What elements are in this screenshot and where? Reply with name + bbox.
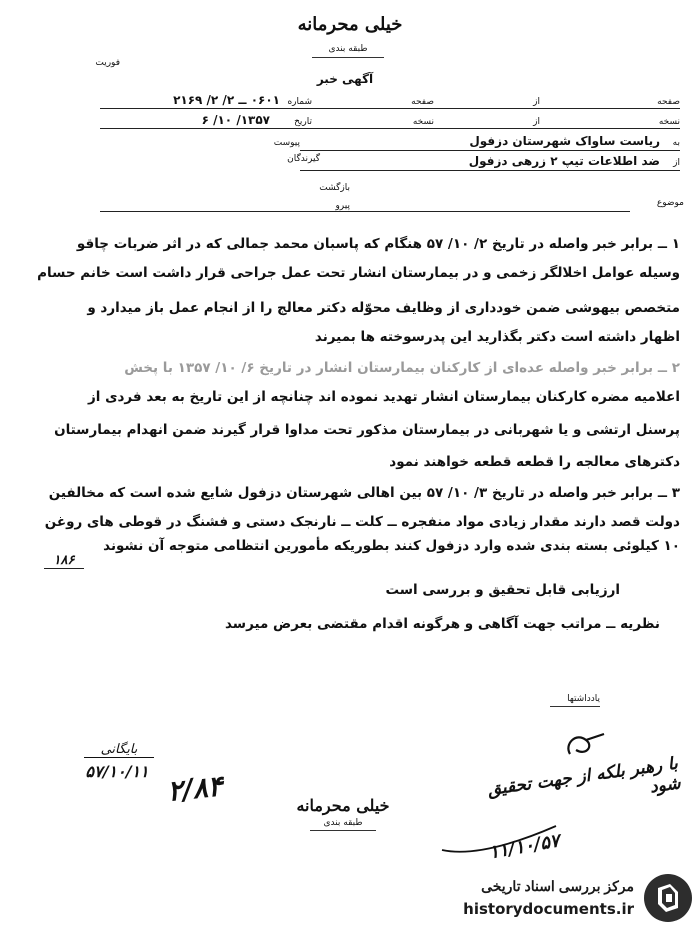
header-rule-1: [100, 108, 680, 109]
p1-line-2: وسیله عوامل اخلالگر زخمی و در بیمارستان انشار تحت عمل جراحی قرار داشت است خانم حسام: [37, 265, 680, 281]
followup-label: پیرو: [335, 201, 350, 211]
from-label-2: از: [533, 117, 540, 127]
urgency-label: فوریت: [95, 58, 120, 68]
number-label: شماره: [287, 97, 312, 107]
margin-number: ۱۸۶: [44, 553, 84, 569]
recipients-label: گیرندگان: [287, 154, 320, 164]
hand-date: ۵۷/۱۰/۱۱: [85, 762, 149, 781]
category-label-bottom: طبقه بندی: [323, 818, 363, 828]
to-rule: [300, 150, 680, 151]
subject-rule: [100, 211, 630, 212]
from-rule: [300, 170, 680, 171]
copy-label: نسخه: [658, 117, 680, 127]
copy-label-2: نسخه: [412, 117, 434, 127]
notes-underline: [550, 706, 600, 707]
from-label-1: از: [533, 97, 540, 107]
attachment-label: پیوست: [273, 138, 300, 148]
closing-line: نظریه ــ مراتب جهت آگاهی و هرگونه اقدام مقتضی بعرض میرسد: [225, 616, 660, 632]
subject-label: موضوع: [656, 198, 684, 208]
p1-line-1: ۱ ــ برابر خبر واصله در تاریخ ۲/ ۱۰/ ۵۷ هنگام که پاسبان محمد جمالی که در اثر ضربات چاقو: [76, 236, 680, 252]
category-underline: [312, 57, 384, 58]
evaluation-line: ارزیابی قابل تحقیق و بررسی است: [385, 582, 620, 598]
date-value: ۱۳۵۷/ ۱۰/ ۶: [201, 113, 270, 127]
p3-line-2: دولت قصد دارند مقدار زیادی مواد منفجره ــ کلت ــ نارنجک دستی و فشنگ در قوطی های روغن: [44, 514, 680, 530]
hand-code: ۲/۸۴: [165, 769, 225, 808]
from-line: ضد اطلاعات تیپ ۲ زرهی دزفول: [468, 154, 660, 168]
p1-line-3: متخصص بیهوشی ضمن خودداری از وظایف محوّله دکتر معالج را از انجام عمل باز میدارد و: [87, 300, 680, 316]
p1-line-4: اظهار داشته است دکتر بگذارید این پدرسوخته ها بمیرند: [314, 329, 680, 345]
hand-archive: بایگانی: [84, 742, 154, 758]
number-value: ۰۶۰۱ ــ ۲/ ۲/ ۲۱۶۹: [173, 93, 280, 107]
header-rule-2: [100, 128, 680, 129]
classification-bottom: خیلی محرمانه: [296, 796, 390, 815]
hand-initial-date: ۱۱/۱۰/۵۷: [487, 830, 562, 864]
category-label-top: طبقه بندی: [328, 44, 368, 54]
p3-line-3: ۱۰ کیلوئی بسته بندی شده وارد دزفول کنند بطوریکه مأمورین انتظامی متوجه آن نشوند: [103, 538, 680, 554]
date-label: تاریخ: [294, 117, 312, 127]
from-label-3: از: [673, 158, 680, 168]
category-underline-bottom: [310, 830, 376, 831]
watermark-name: مرکز بررسی اسناد تاریخی: [481, 878, 634, 894]
reference-label: بازگشت: [319, 183, 350, 193]
page-label: صفحه: [657, 97, 680, 107]
hand-note: با رهبر بلکه از جهت تحقیق شود: [486, 753, 682, 801]
p2-line-4: دکترهای معالجه را قطعه قطعه خواهند نمود: [389, 454, 680, 470]
to-line: ریاست ساواک شهرستان دزفول: [469, 134, 660, 148]
signature-stroke-icon: [440, 820, 560, 860]
form-title: آگهی خبر: [316, 72, 374, 86]
book-logo-icon: [644, 874, 692, 922]
page-label-2: صفحه: [411, 97, 434, 107]
watermark-bar: [0, 872, 700, 926]
notes-label: یادداشتها: [567, 694, 600, 704]
signature-mark-icon: [560, 726, 610, 762]
to-label: به: [672, 138, 680, 148]
watermark-site: historydocuments.ir: [463, 900, 634, 918]
p2-line-1: ۲ ــ برابر خبر واصله عده‌ای از کارکنان بیمارستان انشار در تاریخ ۶/ ۱۰/ ۱۳۵۷ با پخش: [124, 360, 680, 376]
p2-line-2: اعلامیه مضره کارکنان بیمارستان انشار تهدید نموده اند چنانچه از این تاریخ به بعد فردی از: [87, 389, 680, 405]
p3-line-1: ۳ ــ برابر خبر واصله در تاریخ ۳/ ۱۰/ ۵۷ بین اهالی شهرستان دزفول شایع شده است که مخالفین: [48, 485, 680, 501]
classification-top: خیلی محرمانه: [297, 14, 403, 35]
p2-line-3: پرسنل ارتشی و یا شهربانی در بیمارستان مذکور تحت مداوا قرار گیرند ضمن انهدام بیمارستان: [54, 422, 680, 438]
